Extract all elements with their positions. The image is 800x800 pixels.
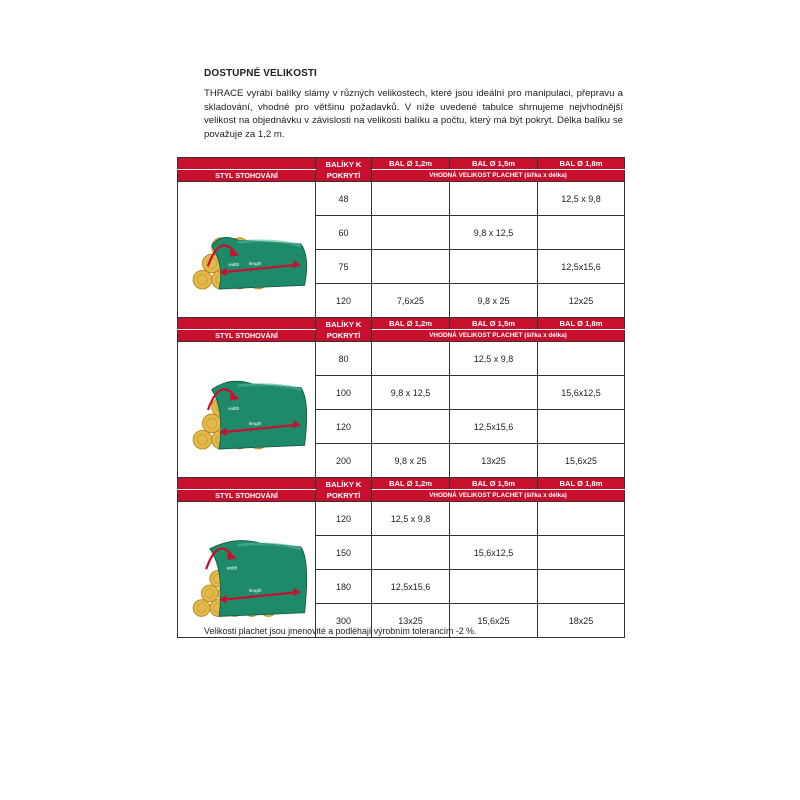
bale-diameter-header: BAL Ø 1,5m [450,478,538,490]
tarp-size-cell: 9,8 x 12,5 [450,216,538,250]
table-row [178,342,625,376]
bale-count-cell: 75 [316,250,372,284]
tarp-size-cell: 18x25 [538,604,625,638]
bale-count-cell: 120 [316,502,372,536]
length-label: length [248,420,261,426]
bale-diameter-header: BAL Ø 1,5m [450,158,538,170]
stacking-style-header: STYL STOHOVÁNÍ [178,490,316,502]
count-header: BALÍKY K POKRYTÍ [316,478,372,502]
tarp-size-cell: 12,5 x 9,8 [538,182,625,216]
bale-stack-image [182,352,312,467]
bale-diameter-header: BAL Ø 1,8m [538,318,625,330]
sizes-table [177,157,625,638]
length-label: length [248,260,261,266]
stacking-illustration-cell [178,182,316,318]
bale-count-cell: 300 [316,604,372,638]
bale-diameter-header: BAL Ø 1,2m [372,478,450,490]
bale-diameter-header: BAL Ø 1,2m [372,318,450,330]
bale-diameter-header: BAL Ø 1,5m [450,318,538,330]
tarp-size-cell: 13x25 [372,604,450,638]
tarp-size-cell: 15,6x25 [450,604,538,638]
bale-diameter-header: BAL Ø 1,8m [538,478,625,490]
tarp-size-cell [372,410,450,444]
count-header: BALÍKY K POKRYTÍ [316,158,372,182]
tarp-size-cell [450,502,538,536]
tarp-size-cell: 12,5 x 9,8 [372,502,450,536]
tarp-size-cell: 15,6x12,5 [450,536,538,570]
tarp-size-cell [538,342,625,376]
tarp-size-cell [538,502,625,536]
bale-count-cell: 48 [316,182,372,216]
bale-count-cell: 180 [316,570,372,604]
bale-count-cell: 80 [316,342,372,376]
tarp-size-cell [538,410,625,444]
tarp-size-cell: 12,5x15,6 [450,410,538,444]
tarp-size-cell: 9,8 x 25 [372,444,450,478]
header-blank [178,478,316,490]
tarp-size-cell [538,216,625,250]
tarp-size-cell [450,182,538,216]
tarp-size-cell: 9,8 x 25 [450,284,538,318]
tarp-size-cell [372,216,450,250]
intro-paragraph: THRACE vyrábí balíky slámy v různých velikostech, které jsou ideální pro manipulaci, přepravu a skladování, vhodné pro většinu požadavků. V níže uvedené tabulce shrnujeme nejvhodnější velikost na objednávku v závislosti na velikosti balíku a počtu, který má být pokryt. Délka balíku se považuje za 1,2 m. [204,88,623,140]
suitable-size-header: VHODNÁ VELIKOST PLACHET (šířka x délka) [372,170,625,182]
tarp-size-cell [450,570,538,604]
tarp-size-cell: 9,8 x 12,5 [372,376,450,410]
header-blank [178,318,316,330]
stacking-style-header: STYL STOHOVÁNÍ [178,330,316,342]
width-label: width [226,565,237,571]
bale-count-cell: 120 [316,410,372,444]
bale-count-cell: 120 [316,284,372,318]
bale-diameter-header: BAL Ø 1,8m [538,158,625,170]
stacking-illustration-cell [178,342,316,478]
table-row [178,182,625,216]
bale-stack-image [182,512,312,627]
tarp-size-cell [450,376,538,410]
width-label: width [227,262,239,268]
table-row [178,502,625,536]
tarp-size-cell: 15,6x12,5 [538,376,625,410]
tarp-size-cell: 7,6x25 [372,284,450,318]
stacking-style-header: STYL STOHOVÁNÍ [178,170,316,182]
tarp-size-cell: 13x25 [450,444,538,478]
tarp-size-cell: 12,5x15,6 [372,570,450,604]
tolerance-note: Velikosti plachet jsou jmenovité a podléhají výrobním tolerancím -2 %. [204,626,477,636]
tarp-size-cell [372,536,450,570]
count-header: BALÍKY K POKRYTÍ [316,318,372,342]
bale-diameter-header: BAL Ø 1,2m [372,158,450,170]
bale-count-cell: 60 [316,216,372,250]
suitable-size-header: VHODNÁ VELIKOST PLACHET (šířka x délka) [372,330,625,342]
bale-count-cell: 100 [316,376,372,410]
tarp-size-cell [538,536,625,570]
bale-count-cell: 200 [316,444,372,478]
tarp-size-cell [372,182,450,216]
width-label: width [227,405,239,411]
stacking-illustration-cell [178,502,316,638]
tarp-size-cell [538,570,625,604]
suitable-size-header: VHODNÁ VELIKOST PLACHET (šířka x délka) [372,490,625,502]
header-blank [178,158,316,170]
page-title: DOSTUPNÉ VELIKOSTI [204,68,317,79]
tarp-size-cell [450,250,538,284]
length-label: length [248,588,261,594]
tarp-size-cell: 12,5x15,6 [538,250,625,284]
tarp-size-cell: 12x25 [538,284,625,318]
bale-stack-image [182,192,312,307]
tarp-size-cell: 12,5 x 9,8 [450,342,538,376]
bale-count-cell: 150 [316,536,372,570]
tarp-size-cell [372,342,450,376]
tarp-size-cell: 15,6x25 [538,444,625,478]
tarp-size-cell [372,250,450,284]
